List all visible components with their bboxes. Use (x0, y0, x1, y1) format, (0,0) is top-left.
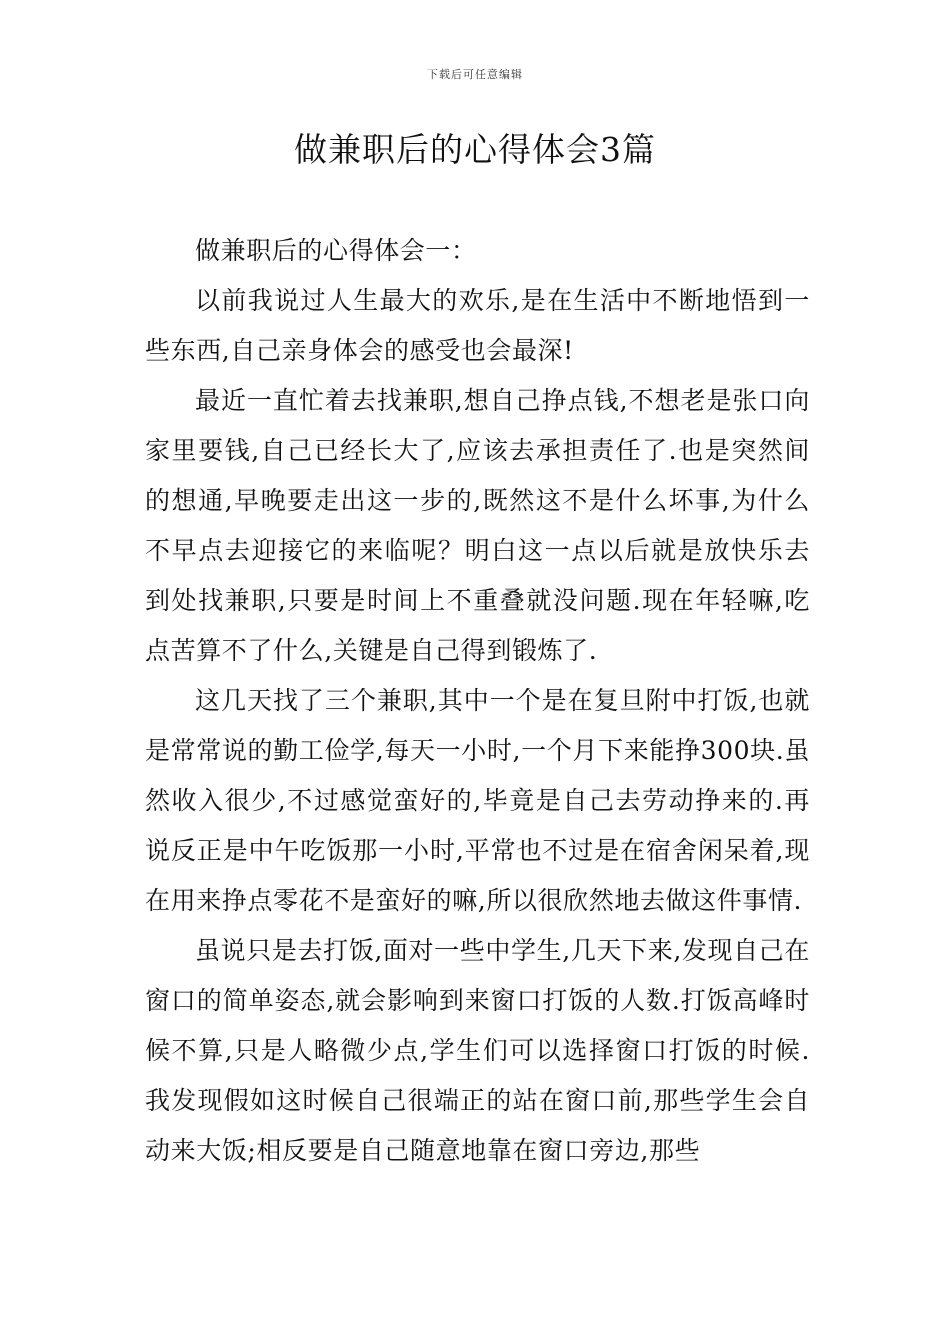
document-title: 做兼职后的心得体会3篇 (294, 130, 656, 169)
header-note: 下载后可任意编辑 (427, 68, 523, 81)
paragraph-section-heading: 做兼职后的心得体会一： (195, 236, 477, 265)
document-body (145, 226, 810, 1176)
paragraph: 这几天找了三个兼职,其中一个是在复旦附中打饭,也就是常常说的勤工俭学,每天一小时,一个月下来能挣300块.虽然收入很少,不过感觉蛮好的,毕竟是自己去劳动挣来的.再说反正是中午吃饭那一小时,平常也不过是在宿舍闲呆着,现在用来挣点零花不是蛮好的嘛,所以很欣然地去做这件事情. (145, 686, 810, 915)
paragraph: 最近一直忙着去找兼职,想自己挣点钱,不想老是张口向家里要钱,自己已经长大了,应该去承担责任了.也是突然间的想通,早晚要走出这一步的,既然这不是什么坏事,为什么不早点去迎接它的来临呢？明白这一点以后就是放快乐去到处找兼职,只要是时间上不重叠就没问题.现在年轻嘛,吃点苦算不了什么,关键是自己得到锻炼了. (145, 386, 810, 665)
paragraph: 虽说只是去打饭,面对一些中学生,几天下来,发现自己在窗口的简单姿态,就会影响到来窗口打饭的人数.打饭高峰时候不算,只是人略微少点,学生们可以选择窗口打饭的时候.我发现假如这时候自己很端正的站在窗口前,那些学生会自动来大饭;相反要是自己随意地靠在窗口旁边,那些 (145, 936, 810, 1165)
paragraph: 以前我说过人生最大的欢乐,是在生活中不断地悟到一些东西,自己亲身体会的感受也会最深! (145, 286, 810, 365)
